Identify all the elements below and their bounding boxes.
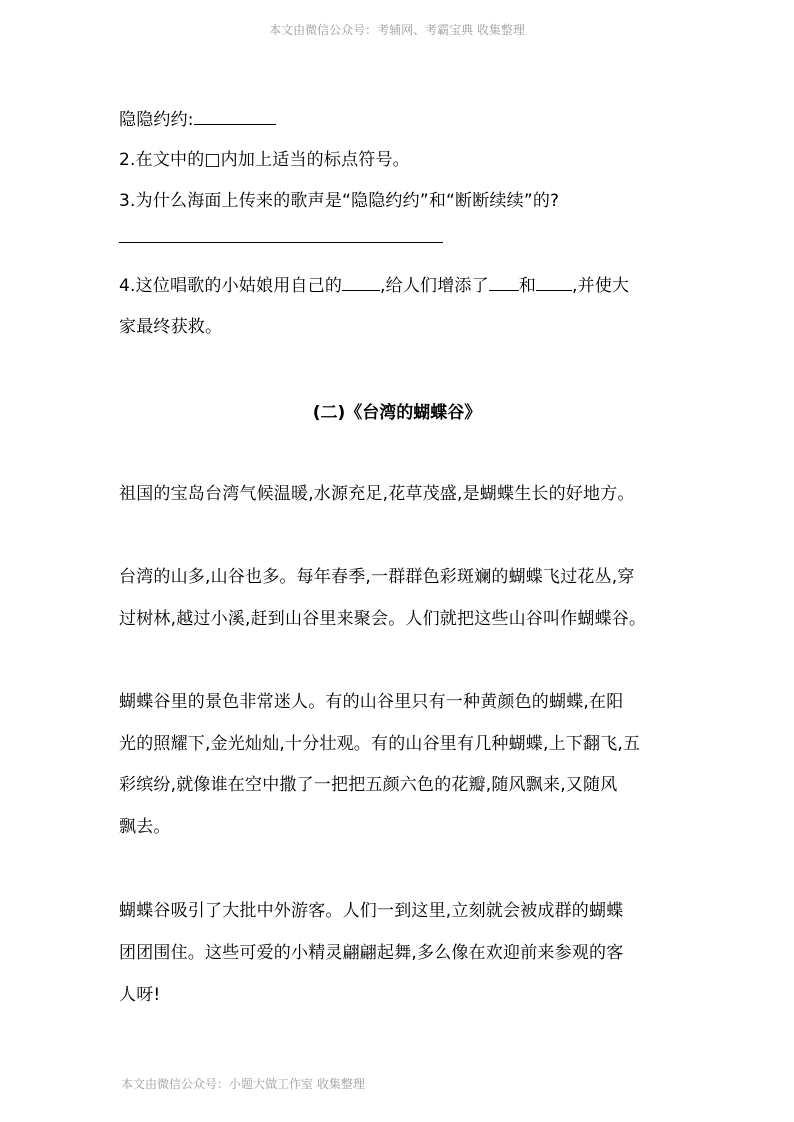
question-1-label: 隐隐约约: [119, 110, 194, 130]
passage-paragraph-2-line-2: 过树林,越过小溪,赶到山谷里来聚会。人们就把这些山谷叫作蝴蝶谷。 [119, 609, 647, 629]
header-watermark-note: 本文由微信公众号：考辅网、考霸宝典 收集整理 [269, 23, 525, 37]
answer-line-q3 [119, 242, 443, 243]
question-1-tail [119, 106, 276, 132]
answer-blank-q4-2 [489, 272, 519, 291]
question-4-text-b: ,给人们增添了 [380, 276, 489, 296]
passage-paragraph-3-line-1: 蝴蝶谷里的景色非常迷人。有的山谷里只有一种黄颜色的蝴蝶,在阳 [119, 692, 624, 712]
question-2: 2.在文中的□内加上适当的标点符号。 [119, 150, 410, 170]
question-4-line-1 [119, 272, 629, 298]
question-3: 3.为什么海面上传来的歌声是“隐隐约约”和“断断续续”的? [119, 191, 560, 211]
passage-paragraph-4-line-3: 人呀! [119, 985, 161, 1005]
footer-watermark-note: 本文由微信公众号：小题大做工作室 收集整理 [121, 1077, 365, 1091]
answer-blank-q4-3 [536, 272, 572, 291]
passage-paragraph-4-line-2: 团团围住。这些可爱的小精灵翩翩起舞,多么像在欢迎前来参观的客 [119, 943, 624, 963]
question-4-text-c: 和 [518, 276, 537, 296]
answer-blank-q4-1 [342, 272, 380, 291]
question-4-text-a: 4.这位唱歌的小姑娘用自己的 [119, 276, 343, 296]
section-title: (二)《台湾的蝴蝶谷》 [312, 403, 482, 423]
question-4-line-2: 家最终获救。 [119, 317, 223, 337]
passage-paragraph-3-line-3: 彩缤纷,就像谁在空中撒了一把把五颜六色的花瓣,随风飘来,又随风 [119, 775, 618, 795]
question-4-text-d: ,并使大 [572, 276, 630, 296]
passage-paragraph-1: 祖国的宝岛台湾气候温暖,水源充足,花草茂盛,是蝴蝶生长的好地方。 [119, 484, 635, 504]
passage-paragraph-3-line-2: 光的照耀下,金光灿灿,十分壮观。有的山谷里有几种蝴蝶,上下翻飞,五 [119, 734, 641, 754]
passage-paragraph-3-line-4: 飘去。 [119, 817, 171, 837]
passage-paragraph-4-line-1: 蝴蝶谷吸引了大批中外游客。人们一到这里,立刻就会被成群的蝴蝶 [119, 901, 624, 921]
passage-paragraph-2-line-1: 台湾的山多,山谷也多。每年春季,一群群色彩斑斓的蝴蝶飞过花丛,穿 [119, 567, 635, 587]
answer-blank-q1 [194, 106, 276, 125]
